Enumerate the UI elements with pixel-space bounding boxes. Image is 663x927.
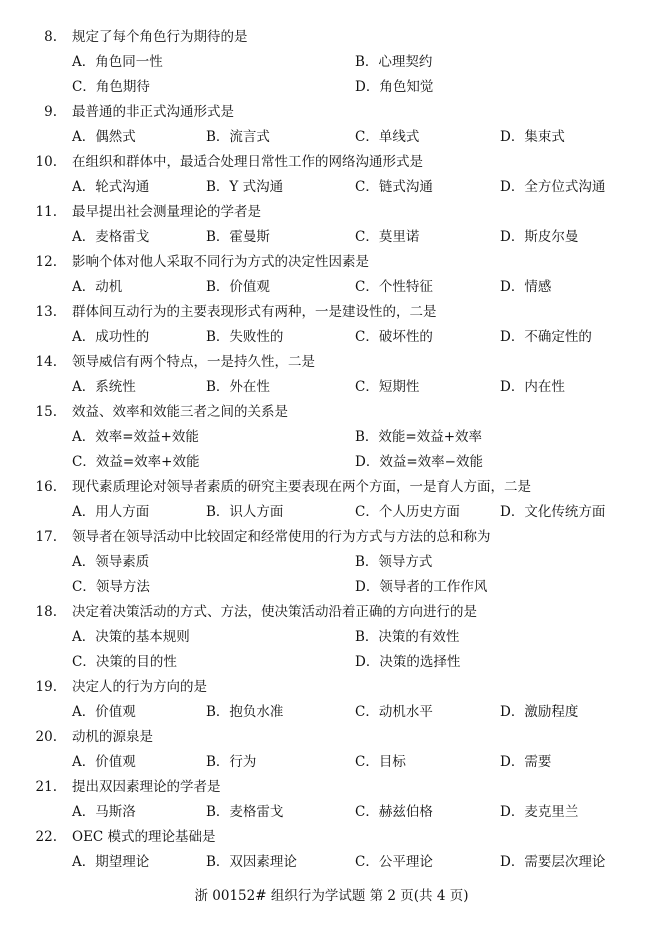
- question-stem: [0, 300, 663, 325]
- question-number: 13.: [35, 304, 57, 320]
- question-number: 15.: [35, 404, 57, 420]
- answer-option: C．动机水平: [355, 704, 433, 720]
- answer-option: B．识人方面: [206, 504, 284, 520]
- question-number: 19.: [35, 679, 57, 695]
- answer-option: B．麦格雷戈: [206, 804, 284, 820]
- answer-option: D．效益=效率−效能: [355, 454, 483, 470]
- answer-option: D．不确定性的: [500, 329, 592, 345]
- question-number: 9.: [44, 104, 57, 120]
- answer-option: B．霍曼斯: [206, 229, 270, 245]
- answer-option: D．决策的选择性: [355, 654, 461, 670]
- question-text: 提出双因素理论的学者是: [72, 779, 221, 795]
- answer-option: B．效能=效益+效率: [355, 429, 483, 445]
- question-text: 决定着决策活动的方式、方法，使决策活动沿着正确的方向进行的是: [72, 604, 477, 620]
- answer-option: C．效益=效率+效能: [72, 454, 200, 470]
- answer-option: D．集束式: [500, 129, 565, 145]
- answer-option: B．失败性的: [206, 329, 284, 345]
- question-stem: [0, 400, 663, 425]
- question-stem: [0, 725, 663, 750]
- answer-option: C．决策的目的性: [72, 654, 177, 670]
- answer-option: A．效率=效益+效能: [72, 429, 199, 445]
- answer-option: D．斯皮尔曼: [500, 229, 579, 245]
- question-text: 在组织和群体中，最适合处理日常性工作的网络沟通形式是: [72, 154, 423, 170]
- answer-option: A．价值观: [72, 754, 136, 770]
- answer-option: D．情感: [500, 279, 552, 295]
- answer-option: A．麦格雷戈: [72, 229, 150, 245]
- answer-option: D．激励程度: [500, 704, 579, 720]
- answer-option: D．领导者的工作作风: [355, 579, 488, 595]
- question-text: 最普通的非正式沟通形式是: [72, 104, 234, 120]
- answer-option: B．决策的有效性: [355, 629, 460, 645]
- question-number: 17.: [35, 529, 57, 545]
- answer-option: A．动机: [72, 279, 123, 295]
- question-text: 最早提出社会测量理论的学者是: [72, 204, 261, 220]
- question-text: 规定了每个角色行为期待的是: [72, 29, 248, 45]
- answer-option: B．价值观: [206, 279, 270, 295]
- answer-option: A．用人方面: [72, 504, 150, 520]
- question-stem: [0, 350, 663, 375]
- question-text: 决定人的行为方向的是: [72, 679, 207, 695]
- answer-option: C．个性特征: [355, 279, 433, 295]
- question-text: 领导者在领导活动中比较固定和经常使用的行为方式与方法的总和称为: [72, 529, 491, 545]
- question-text: 群体间互动行为的主要表现形式有两种，一是建设性的，二是: [72, 304, 437, 320]
- question-stem: [0, 600, 663, 625]
- question-number: 21.: [35, 779, 57, 795]
- answer-option: C．个人历史方面: [355, 504, 460, 520]
- answer-option: B．Y 式沟通: [206, 179, 284, 195]
- question-number: 22.: [35, 829, 57, 845]
- question-stem: [0, 100, 663, 125]
- question-stem: [0, 200, 663, 225]
- question-stem: [0, 525, 663, 550]
- answer-option: B．心理契约: [355, 54, 433, 70]
- answer-option: C．短期性: [355, 379, 420, 395]
- question-number: 12.: [35, 254, 57, 270]
- question-number: 18.: [35, 604, 57, 620]
- question-number: 10.: [35, 154, 57, 170]
- question-number: 20.: [35, 729, 57, 745]
- answer-option: D．全方位式沟通: [500, 179, 606, 195]
- question-text: 影响个体对他人采取不同行为方式的决定性因素是: [72, 254, 369, 270]
- answer-option: C．领导方法: [72, 579, 150, 595]
- answer-option: A．成功性的: [72, 329, 150, 345]
- answer-option: B．双因素理论: [206, 854, 297, 870]
- answer-option: B．行为: [206, 754, 257, 770]
- answer-option: B．领导方式: [355, 554, 433, 570]
- answer-option: A．系统性: [72, 379, 136, 395]
- answer-option: C．公平理论: [355, 854, 433, 870]
- question-stem: [0, 250, 663, 275]
- question-text: 领导威信有两个特点，一是持久性，二是: [72, 354, 315, 370]
- answer-option: D．角色知觉: [355, 79, 434, 95]
- answer-option: B．流言式: [206, 129, 270, 145]
- answer-option: C．赫兹伯格: [355, 804, 433, 820]
- answer-option: A．领导素质: [72, 554, 150, 570]
- question-stem: [0, 675, 663, 700]
- answer-option: A．偶然式: [72, 129, 136, 145]
- answer-option: A．价值观: [72, 704, 136, 720]
- answer-option: D．麦克里兰: [500, 804, 579, 820]
- question-number: 14.: [35, 354, 57, 370]
- answer-option: D．内在性: [500, 379, 565, 395]
- question-number: 16.: [35, 479, 57, 495]
- question-stem: [0, 150, 663, 175]
- answer-option: B．外在性: [206, 379, 270, 395]
- answer-option: A．决策的基本规则: [72, 629, 190, 645]
- answer-option: D．需要: [500, 754, 552, 770]
- question-stem: [0, 25, 663, 50]
- question-stem: [0, 825, 663, 850]
- answer-option: C．目标: [355, 754, 406, 770]
- question-text: 动机的源泉是: [72, 729, 153, 745]
- page-footer: 浙 00152# 组织行为学试题 第 2 页(共 4 页): [194, 888, 469, 904]
- question-text: 现代素质理论对领导者素质的研究主要表现在两个方面，一是育人方面，二是: [72, 479, 531, 495]
- question-number: 11.: [35, 204, 57, 220]
- answer-option: B．抱负水准: [206, 704, 284, 720]
- answer-option: C．莫里诺: [355, 229, 420, 245]
- answer-option: A．角色同一性: [72, 54, 163, 70]
- answer-option: C．链式沟通: [355, 179, 433, 195]
- answer-option: A．期望理论: [72, 854, 150, 870]
- question-number: 8.: [44, 29, 57, 45]
- question-stem: [0, 775, 663, 800]
- answer-option: A．马斯洛: [72, 804, 136, 820]
- answer-option: C．单线式: [355, 129, 420, 145]
- question-text: OEC 模式的理论基础是: [72, 829, 216, 845]
- question-text: 效益、效率和效能三者之间的关系是: [72, 404, 288, 420]
- question-stem: [0, 475, 663, 500]
- answer-option: C．角色期待: [72, 79, 150, 95]
- answer-option: D．需要层次理论: [500, 854, 606, 870]
- answer-option: D．文化传统方面: [500, 504, 606, 520]
- answer-option: C．破坏性的: [355, 329, 433, 345]
- answer-option: A．轮式沟通: [72, 179, 150, 195]
